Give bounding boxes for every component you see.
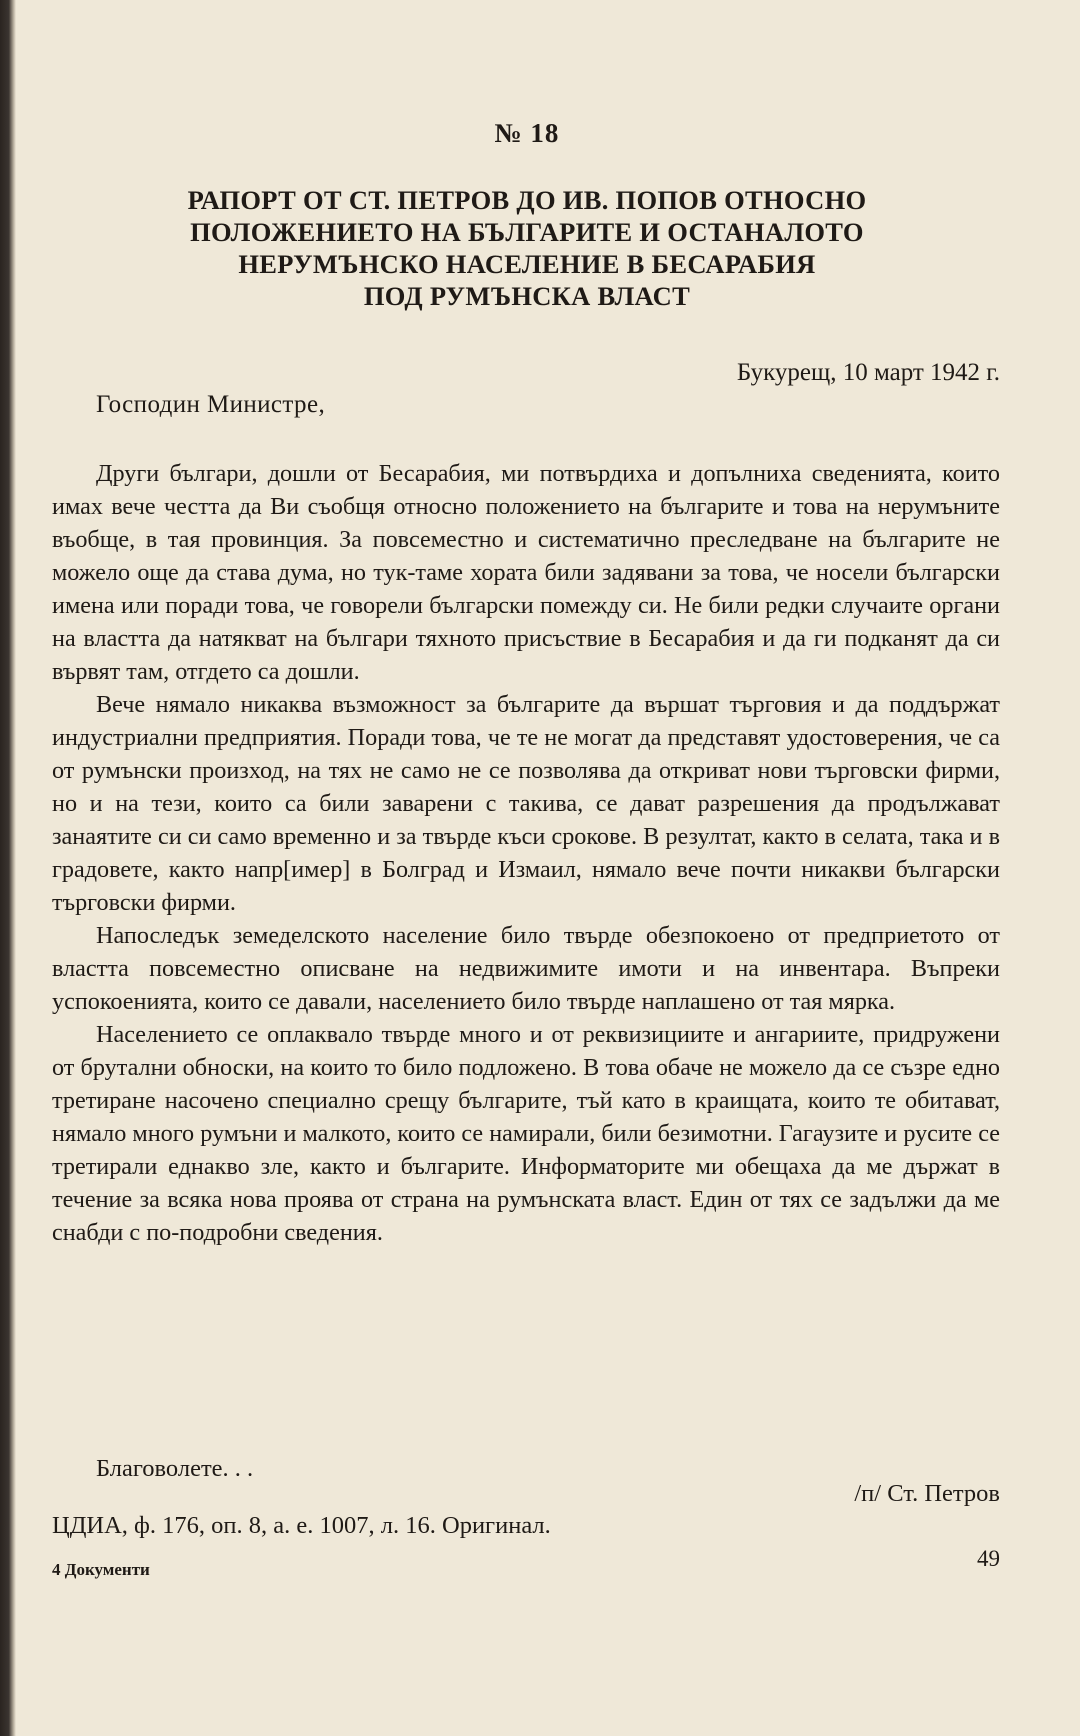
printer-signature: 4 Документи <box>52 1560 150 1579</box>
closing-phrase: Благоволете. . . <box>96 1455 254 1482</box>
document-page <box>52 0 1002 1736</box>
paragraph: Други българи, дошли от Бесарабия, ми потвърдиха и допълниха сведенията, които имах вече честта да Ви съобщя относно положението на българите и това на нерумъните въобще, в тая провинция. За повсеместно и систематично преследване на българите не можело още да става дума, но тук-таме хората били задявани за това, че носели български имена или поради това, че говорели български помежду си. Не били редки случаите органи на властта да натякват на българи тяхното присъствие в Бесарабия и да ги подканят да си вървят там, отгдето са дошли. <box>52 460 1000 685</box>
signature: /п/ Ст. Петров <box>854 1480 1000 1507</box>
title-line: НЕРУМЪНСКО НАСЕЛЕНИЕ В БЕСАРАБИЯ <box>238 249 816 279</box>
page-number: 49 <box>977 1546 1000 1571</box>
title-line: ПОЛОЖЕНИЕТО НА БЪЛГАРИТЕ И ОСТАНАЛОТО <box>190 217 864 247</box>
document-number: № 18 <box>494 118 560 148</box>
place-date: Букурещ, 10 март 1942 г. <box>736 359 1000 386</box>
report-body <box>52 457 1000 1249</box>
archive-reference: ЦДИА, ф. 176, оп. 8, а. е. 1007, л. 16. Оригинал. <box>52 1512 551 1539</box>
title-line: РАПОРТ ОТ СТ. ПЕТРОВ ДО ИВ. ПОПОВ ОТНОСНО <box>187 185 867 215</box>
title-line: ПОД РУМЪНСКА ВЛАСТ <box>363 281 691 311</box>
salutation: Господин Министре, <box>96 391 326 418</box>
paragraph: Напоследък земеделското население било твърде обезпокоено от предприетото от властта повсеместно описване на недвижимите имоти и на инвентара. Въпреки успокоенията, които се давали, населението било твърде наплашено от тая мярка. <box>52 922 1000 1015</box>
book-spine-shadow <box>0 0 16 1736</box>
paragraph: Населението се оплаквало твърде много и от реквизициите и ангариите, придружени от брутални обноски, на които то било подложено. В това обаче не можело да се съзре едно третиране насочено специално срещу българите, тъй като в краищата, които те обитават, нямало много румъни и малкото, които се намирали, били безимотни. Гагаузите и руситe се третирали еднакво зле, както и българите. Информаторите ми обещаха да ме държат в течение за всяка нова проява от страна на румънската власт. Един от тях се задължи да ме снабди с по-подробни сведения. <box>52 1021 1000 1246</box>
document-title <box>52 184 1002 312</box>
paragraph: Вече нямало никаква възможност за българите да вършат търговия и да поддържат индустриални предприятия. Поради това, че те не могат да представят удостоверения, че са от румънски произход, на тях не само не се позволява да откриват нови търговски фирми, но и на тези, които са били заварени с такива, се дават разрешения да продължават занаятите си си само временно и за твърде къси срокове. В резултат, както в селата, така и в градовете, както напр[имер] в Болград и Измаил, нямало вече почти никакви български търговски фирми. <box>52 691 1000 916</box>
